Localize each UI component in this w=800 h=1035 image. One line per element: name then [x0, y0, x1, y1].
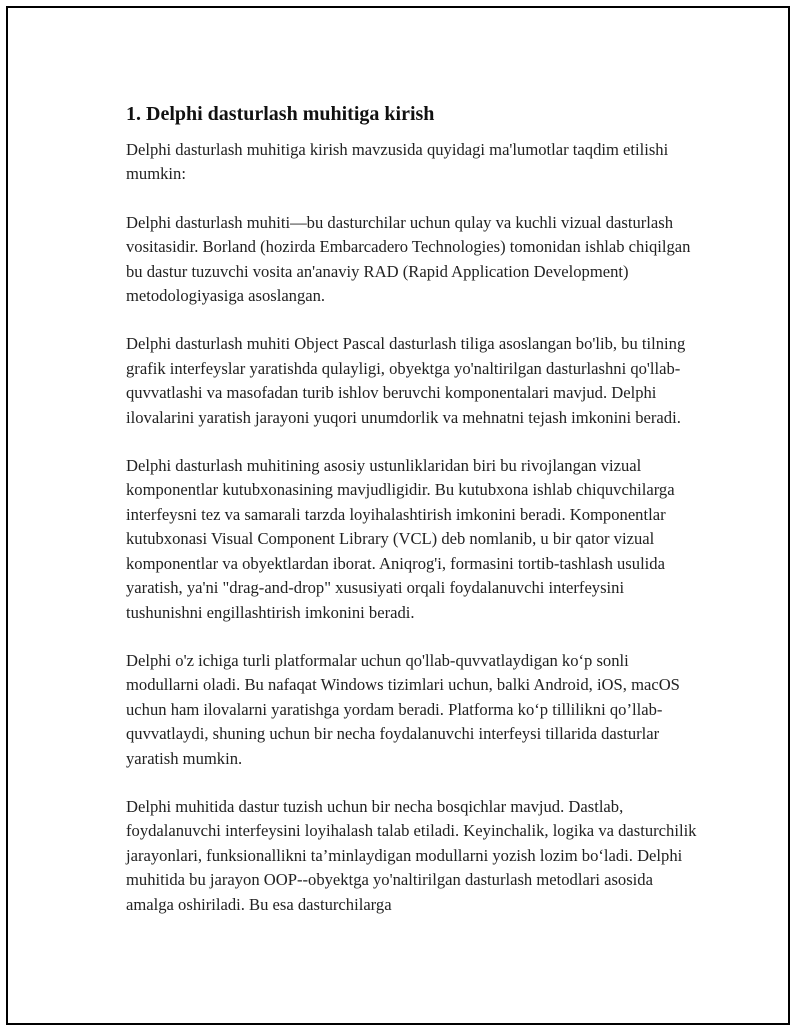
paragraph-intro: Delphi dasturlash muhitiga kirish mavzusida quyidagi ma'lumotlar taqdim etilishi mumkin:	[126, 140, 669, 184]
document-body	[126, 102, 701, 941]
page-frame	[6, 6, 790, 1025]
paragraph-definition: Delphi dasturlash muhiti—bu dasturchilar uchun qulay va kuchli vizual dasturlash vositasidir. Borland (hozirda Embarcadero Technologies) tomonidan ishlab chiqilgan bu dastur tuzuvchi vosita an'anaviy RAD (Rapid Application Development) metodologiyasiga asoslangan.	[126, 212, 691, 306]
paragraph-stages: Delphi muhitida dastur tuzish uchun bir necha bosqichlar mavjud. Dastlab, foydalanuvchi interfeysini loyihalash talab etiladi. Keyinchalik, logika va dasturchilik jarayonlari, funksionallikni ta’minlaydigan modullarni yozish lozim bo‘ladi. Delphi muhitida bu jarayon OOP--obyektga yo'naltirilgan dasturlash metodlari asosida amalga oshiriladi. Bu esa dasturchilarga	[126, 796, 697, 914]
page-title: 1. Delphi dasturlash muhitiga kirish	[126, 103, 435, 125]
paragraph-platforms: Delphi o'z ichiga turli platformalar uchun qo'llab-quvvatlaydigan ko‘p sonli modullarni oladi. Bu nafaqat Windows tizimlari uchun, balki Android, iOS, macOS uchun ham ilovalarni yaratishga yordam beradi. Platforma ko‘p tillilikni qo’llab-quvvatlaydi, shuning uchun bir necha foydalanuvchi interfeysi tillarida dasturlar yaratish mumkin.	[126, 650, 680, 768]
paragraph-vcl: Delphi dasturlash muhitining asosiy ustunliklaridan biri bu rivojlangan vizual komponentlar kutubxonasining mavjudligidir. Bu kutubxona ishlab chiquvchilarga interfeysni tez va samarali tarzda loyihalashtirish imkonini beradi. Komponentlar kutubxonasi Visual Component Library (VCL) deb nomlanib, u bir qator vizual komponentlar va obyektlardan iborat. Aniqrog'i, formasini tortib-tashlash usulida yaratish, ya'ni "drag-and-drop" xususiyati orqali foydalanuvchi interfeysini tushunishni engillashtirish imkonini beradi.	[126, 456, 675, 622]
paragraph-object-pascal: Delphi dasturlash muhiti Object Pascal dasturlash tiliga asoslangan bo'lib, bu tilning grafik interfeyslar yaratishda qulayligi, obyektga yo'naltirilgan dasturlashni qo'llab-quvvatlashi va masofadan turib ishlov beruvchi komponentalari mavjud. Delphi ilovalarini yaratish jarayoni yuqori unumdorlik va mehnatni tejash imkonini beradi.	[126, 334, 686, 427]
